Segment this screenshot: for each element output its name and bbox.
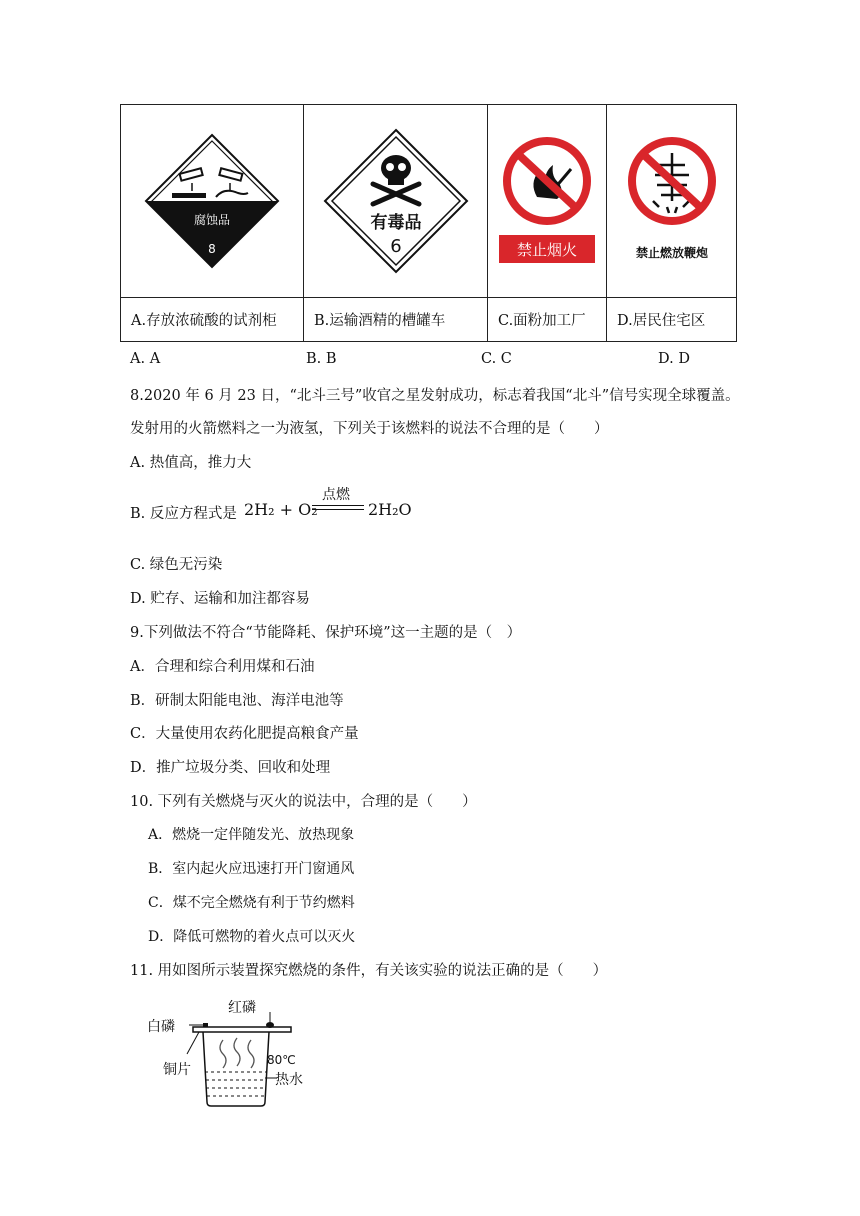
- q8-option-a: A. 热值高，推力大: [130, 455, 252, 471]
- toxic-sign-number: 6: [389, 236, 402, 257]
- corrosive-sign-text: 腐蚀品: [193, 213, 231, 227]
- caption-b: B.运输酒精的槽罐车: [304, 298, 488, 342]
- copper-plate-label: 铜片: [163, 1062, 191, 1078]
- equation-arrow-line-bottom: [312, 509, 364, 510]
- caption-c: C.面粉加工厂: [488, 298, 607, 342]
- equation-left: 2H₂ + O₂: [244, 500, 318, 519]
- q10-option-c: C．煤不完全燃烧有利于节约燃料: [148, 895, 355, 911]
- hot-water-label: 热水: [275, 1072, 303, 1088]
- toxic-sign-icon: [304, 126, 487, 276]
- q11-stem: 11. 用如图所示装置探究燃烧的条件，有关该实验的说法正确的是（ ）: [130, 963, 608, 979]
- q8-option-c: C. 绿色无污染: [130, 557, 223, 573]
- q7-option-d: D. D: [658, 351, 690, 367]
- caption-d: D.居民住宅区: [607, 298, 737, 342]
- q10-option-d: D．降低可燃物的着火点可以灭火: [148, 929, 356, 945]
- equation-condition: 点燃: [322, 487, 350, 503]
- q8-option-b-prefix: B. 反应方程式是: [130, 506, 237, 522]
- q10-stem: 10. 下列有关燃烧与灭火的说法中，合理的是（ ）: [130, 794, 477, 810]
- q7-option-a: A. A: [130, 351, 161, 367]
- q8-stem-line1: 8.2020 年 6 月 23 日，“北斗三号”收官之星发射成功，标志着我国“北斗”信号实现全球覆盖。: [130, 388, 740, 404]
- q9-option-c: C．大量使用农药化肥提高粮食产量: [130, 726, 359, 742]
- white-phosphorus-label: 白磷: [147, 1019, 175, 1035]
- no-fire-sign-text: 禁止烟火: [516, 241, 578, 259]
- equation-arrow-line-top: [312, 505, 364, 506]
- q9-option-a: A．合理和综合利用煤和石油: [130, 659, 315, 675]
- sign-cell-d: [607, 105, 737, 298]
- no-firecrackers-sign-text: 禁止燃放鞭炮: [635, 246, 708, 260]
- caption-a: A.存放浓硫酸的试剂柜: [121, 298, 304, 342]
- signs-table: [120, 104, 737, 342]
- sign-cell-c: [488, 105, 607, 298]
- sign-cell-b: [304, 105, 488, 298]
- toxic-sign-text: 有毒品: [370, 213, 421, 233]
- q7-option-c: C. C: [481, 351, 512, 367]
- q10-option-a: A．燃烧一定伴随发光、放热现象: [148, 827, 355, 843]
- corrosive-sign-number: 8: [208, 242, 216, 256]
- q9-option-b: B．研制太阳能电池、海洋电池等: [130, 693, 344, 709]
- q9-stem: 9.下列做法不符合“节能降耗、保护环境”这一主题的是（ ）: [130, 625, 522, 641]
- corrosive-sign-icon: [121, 131, 303, 271]
- temperature-label: 80℃: [267, 1053, 296, 1067]
- equation-right: 2H₂O: [368, 500, 412, 519]
- no-fire-sign-icon: [488, 135, 606, 267]
- q7-option-b: B. B: [306, 351, 337, 367]
- q8-stem-line2: 发射用的火箭燃料之一为液氢，下列关于该燃料的说法不合理的是（ ）: [130, 421, 609, 437]
- no-firecrackers-sign-icon: [607, 135, 736, 267]
- red-phosphorus-label: 红磷: [228, 1000, 256, 1016]
- combustion-apparatus-diagram: [145, 990, 305, 1112]
- sign-cell-a: [121, 105, 304, 298]
- q8-option-d: D. 贮存、运输和加注都容易: [130, 591, 310, 607]
- q8-option-b: [130, 502, 237, 523]
- q10-option-b: B．室内起火应迅速打开门窗通风: [148, 861, 355, 877]
- q9-option-d: D．推广垃圾分类、回收和处理: [130, 760, 331, 776]
